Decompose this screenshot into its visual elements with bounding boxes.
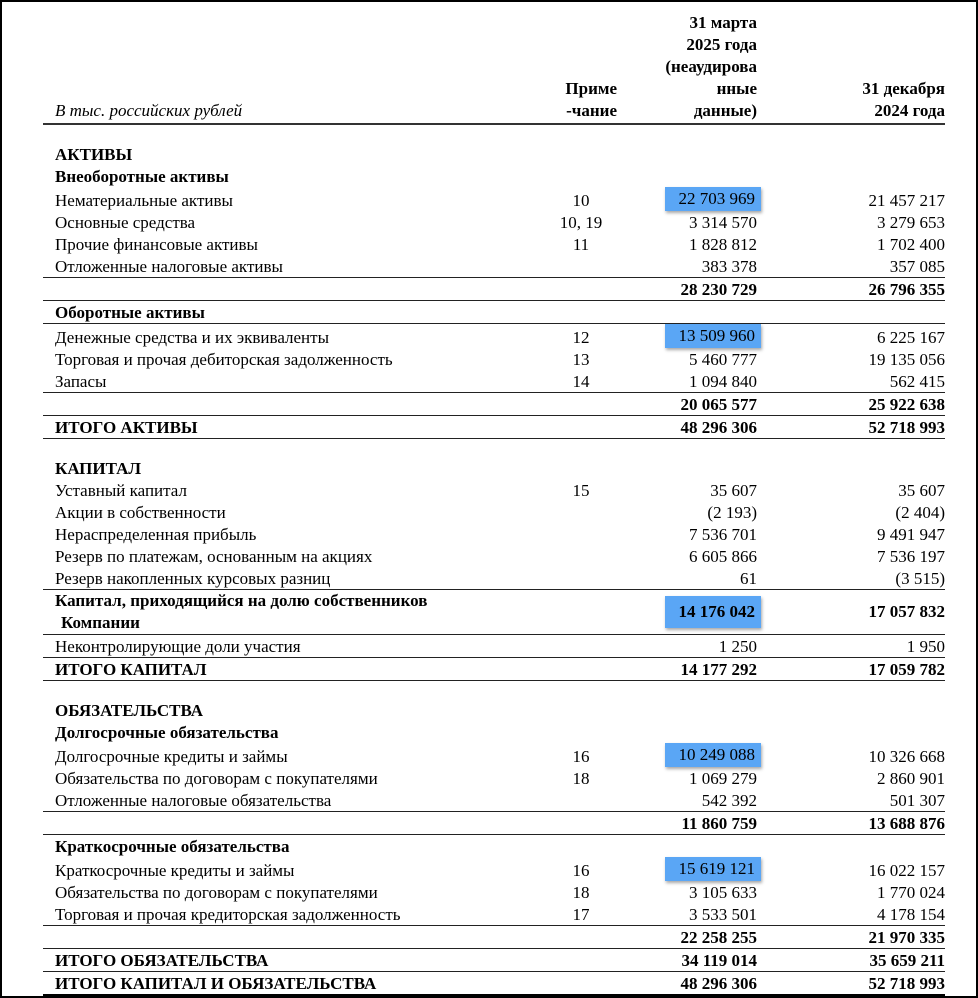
spacer — [43, 439, 945, 458]
row-prev-value: 1 950 — [906, 637, 945, 656]
highlighted-value: 14 176 042 — [665, 596, 762, 628]
total-prev: 52 718 993 — [868, 418, 945, 437]
row-cur-value: 35 607 — [710, 481, 757, 500]
row-cur-value: 1 828 812 — [689, 235, 757, 254]
subtotal-row — [43, 926, 945, 949]
total-liabilities-label: ИТОГО ОБЯЗАТЕЛЬСТВА — [55, 951, 269, 970]
note-column-header — [541, 12, 621, 124]
table-row — [43, 881, 945, 903]
row-label: Отложенные налоговые обязательства — [55, 791, 332, 810]
row-note: 16 — [572, 861, 590, 880]
prev-header-line: 2024 года — [874, 101, 945, 120]
row-prev-value: 35 607 — [898, 481, 945, 500]
row-prev-value: 16 022 157 — [868, 861, 945, 880]
total-prev: 35 659 211 — [869, 951, 945, 970]
total-equity-label: ИТОГО КАПИТАЛ — [55, 660, 207, 679]
cur-header-line: данные) — [693, 101, 757, 120]
highlighted-value: 10 249 088 — [665, 743, 762, 767]
highlighted-value: 22 703 969 — [665, 187, 762, 211]
prior-period-header — [761, 12, 945, 124]
table-row — [43, 324, 945, 349]
row-prev-value: 1 770 024 — [877, 883, 945, 902]
row-prev-value: 562 415 — [889, 372, 945, 391]
row-note — [541, 567, 621, 590]
row-cur-value: 1 094 840 — [689, 372, 757, 391]
subtotal-prev: 13 688 876 — [868, 814, 945, 833]
noncurrent-liabilities-heading: Долгосрочные обязательства — [55, 723, 279, 742]
table-row — [43, 903, 945, 926]
row-note: 12 — [572, 328, 590, 347]
subsection-heading — [43, 301, 945, 324]
total-row — [43, 416, 945, 439]
current-period-header — [621, 12, 761, 124]
balance-sheet-document — [43, 12, 945, 997]
row-prev-value: 10 326 668 — [868, 747, 945, 766]
cur-header-line: 31 марта — [689, 13, 757, 32]
row-prev-value: 9 491 947 — [877, 525, 945, 544]
row-note: 13 — [572, 350, 590, 369]
table-row — [43, 857, 945, 881]
table-header — [43, 12, 945, 124]
subtotal-prev: 21 970 335 — [868, 928, 945, 947]
highlighted-value: 13 509 960 — [665, 324, 762, 348]
current-assets-heading: Оборотные активы — [55, 303, 205, 322]
row-note — [541, 789, 621, 812]
row-prev-value: (2 404) — [895, 503, 945, 522]
row-prev-value: 17 057 832 — [868, 602, 945, 621]
row-note: 16 — [572, 747, 590, 766]
row-cur-value: 5 460 777 — [689, 350, 757, 369]
row-note — [541, 501, 621, 523]
total-cur: 34 119 014 — [681, 951, 757, 970]
row-label: Обязательства по договорам с покупателями — [55, 769, 378, 788]
row-cur-value: 61 — [740, 569, 757, 588]
row-cur-value: 3 314 570 — [689, 213, 757, 232]
prev-header-line: 31 декабря — [862, 79, 945, 98]
row-label: Основные средства — [55, 213, 196, 232]
table-row — [43, 767, 945, 789]
row-label: Торговая и прочая дебиторская задолженность — [55, 350, 393, 369]
table-row — [43, 211, 945, 233]
grand-total-row — [43, 972, 945, 996]
assets-heading: АКТИВЫ — [55, 145, 133, 164]
subtotal-cur: 22 258 255 — [680, 928, 757, 947]
row-label: Неконтролирующие доли участия — [55, 637, 301, 656]
row-cur-value: 7 536 701 — [689, 525, 757, 544]
highlighted-value: 15 619 121 — [665, 857, 762, 881]
subtotal-cur: 28 230 729 — [680, 280, 757, 299]
row-prev-value: 6 225 167 — [877, 328, 945, 347]
row-prev-value: 1 702 400 — [877, 235, 945, 254]
row-note: 11 — [572, 235, 590, 254]
table-row — [43, 479, 945, 501]
row-label: Торговая и прочая кредиторская задолженность — [55, 905, 401, 924]
row-note: 18 — [572, 883, 590, 902]
table-row — [43, 545, 945, 567]
table-row — [43, 233, 945, 255]
row-prev-value: 7 536 197 — [877, 547, 945, 566]
row-label: Резерв накопленных курсовых разниц — [55, 569, 331, 588]
table-row — [43, 187, 945, 211]
table-row — [43, 523, 945, 545]
row-note: 18 — [572, 769, 590, 788]
table-row — [43, 501, 945, 523]
units-label: В тыс. российских рублей — [55, 101, 243, 120]
subtotal-cur: 11 860 759 — [681, 814, 757, 833]
row-note: 10 — [572, 191, 590, 210]
row-cur-value: 3 533 501 — [689, 905, 757, 924]
row-note — [541, 523, 621, 545]
cur-header-line: (неаудирова — [665, 57, 757, 76]
row-prev-value: 501 307 — [889, 791, 945, 810]
row-label: Акции в собственности — [55, 503, 226, 522]
subtotal-row — [43, 812, 945, 835]
total-cur: 14 177 292 — [680, 660, 757, 679]
row-label: Обязательства по договорам с покупателями — [55, 883, 378, 902]
row-label: Денежные средства и их эквиваленты — [55, 328, 329, 347]
table-row — [43, 635, 945, 658]
row-prev-value: 357 085 — [889, 257, 945, 276]
total-row — [43, 658, 945, 681]
section-heading — [43, 143, 945, 165]
row-label: Нераспределенная прибыль — [55, 525, 257, 544]
row-cur-value: 6 605 866 — [689, 547, 757, 566]
subtotal-prev: 26 796 355 — [868, 280, 945, 299]
row-prev-value: 19 135 056 — [868, 350, 945, 369]
row-note: 10, 19 — [559, 213, 603, 232]
row-prev-value: 3 279 653 — [877, 213, 945, 232]
row-cur-value: 1 069 279 — [689, 769, 757, 788]
row-label: Отложенные налоговые активы — [55, 257, 283, 276]
note-header-line: Приме — [565, 79, 617, 98]
equity-heading: КАПИТАЛ — [55, 459, 142, 478]
row-cur-value: 1 250 — [718, 637, 757, 656]
spacer — [43, 681, 945, 700]
subsection-heading — [43, 835, 945, 858]
table-row — [43, 789, 945, 812]
row-cur-value: 383 378 — [701, 257, 757, 276]
current-liabilities-heading: Краткосрочные обязательства — [55, 837, 290, 856]
row-prev-value: 21 457 217 — [868, 191, 945, 210]
cur-header-line: 2025 года — [686, 35, 757, 54]
subsection-heading — [43, 165, 945, 187]
subtotal-row — [43, 278, 945, 301]
table-row — [43, 743, 945, 767]
row-label: Резерв по платежам, основанным на акциях — [55, 547, 373, 566]
total-cur: 48 296 306 — [680, 418, 757, 437]
subsection-heading — [43, 721, 945, 743]
section-heading — [43, 457, 945, 479]
row-label: Нематериальные активы — [55, 191, 233, 210]
grand-total-label: ИТОГО КАПИТАЛ И ОБЯЗАТЕЛЬСТВА — [55, 974, 377, 993]
note-header-line: -чание — [566, 101, 617, 120]
subtotal-prev: 25 922 638 — [868, 395, 945, 414]
table-row — [43, 348, 945, 370]
row-label: Запасы — [55, 372, 107, 391]
total-assets-label: ИТОГО АКТИВЫ — [55, 418, 198, 437]
subtotal-row — [43, 393, 945, 416]
owners-equity-label — [43, 590, 541, 635]
owners-equity-row — [43, 590, 945, 635]
total-cur: 48 296 306 — [680, 974, 757, 993]
row-note: 14 — [572, 372, 590, 391]
noncurrent-assets-heading: Внеоборотные активы — [55, 167, 229, 186]
spacer — [43, 124, 945, 143]
total-prev: 52 718 993 — [868, 974, 945, 993]
balance-sheet-table — [43, 12, 945, 997]
total-row — [43, 949, 945, 972]
total-prev: 17 059 782 — [868, 660, 945, 679]
table-row — [43, 567, 945, 590]
section-heading — [43, 699, 945, 721]
row-prev-value: 4 178 154 — [877, 905, 945, 924]
label-line: Капитал, приходящийся на долю собственников — [55, 591, 428, 610]
label-line: Компании — [61, 613, 140, 632]
cur-header-line: нные — [716, 79, 757, 98]
row-label: Уставный капитал — [55, 481, 187, 500]
row-note — [541, 545, 621, 567]
row-label: Краткосрочные кредиты и займы — [55, 861, 295, 880]
row-note: 17 — [572, 905, 590, 924]
subtotal-cur: 20 065 577 — [680, 395, 757, 414]
row-note: 15 — [572, 481, 590, 500]
row-note — [541, 255, 621, 278]
row-prev-value: (3 515) — [895, 569, 945, 588]
row-label: Долгосрочные кредиты и займы — [55, 747, 288, 766]
table-row — [43, 255, 945, 278]
row-prev-value: 2 860 901 — [877, 769, 945, 788]
liabilities-heading: ОБЯЗАТЕЛЬСТВА — [55, 701, 204, 720]
row-cur-value: 3 105 633 — [689, 883, 757, 902]
row-cur-value: (2 193) — [707, 503, 757, 522]
row-label: Прочие финансовые активы — [55, 235, 258, 254]
row-cur-value: 542 392 — [701, 791, 757, 810]
table-row — [43, 370, 945, 393]
